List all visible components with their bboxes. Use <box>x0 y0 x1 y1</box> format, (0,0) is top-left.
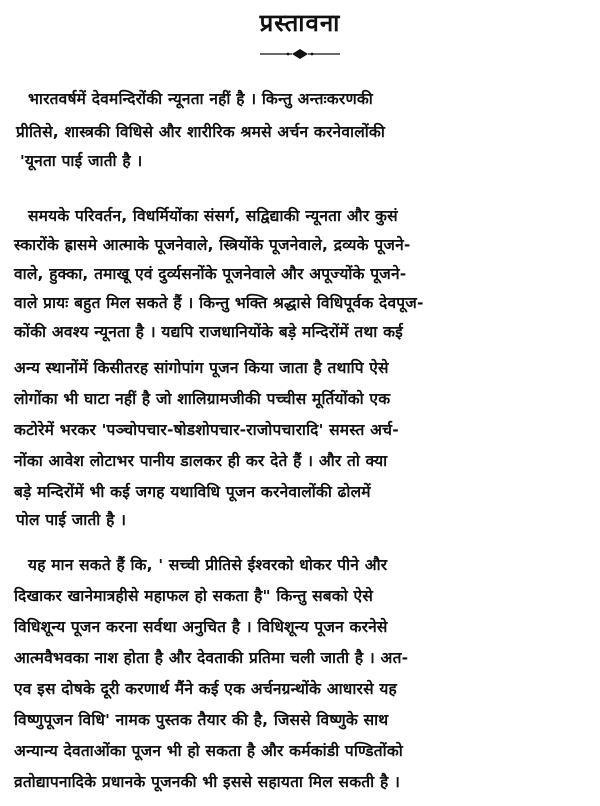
page-title: प्रस्तावना <box>259 9 341 37</box>
text-line: पोल पाई जाती है । <box>16 511 127 529</box>
text-line: लोगोंका भी घाटा नहीं है जो शालिग्रामजीकी पच्चीस मूर्तियोंको एक <box>14 390 391 408</box>
text-line: अन्यान्य देवताओंका पूजन भी हो सकता है और कर्मकांडी पण्डितोंको <box>14 742 403 760</box>
text-line: दिखाकर खानेमात्रहीसे महाफल हो सकता है" किन्तु सबको ऐसे <box>14 587 373 605</box>
text-line: 'यूनता पाई जाती है । <box>20 152 143 170</box>
text-line: विधिशून्य पूजन करना सर्वथा अनुचित है । विधिशून्य पूजन करनेसे <box>14 618 388 636</box>
text-line: भारतवर्षमें देवमन्दिरोंकी न्यूनता नहीं है । किन्तु अन्तःकरणकी <box>28 90 373 108</box>
text-line: आत्मवैभवका नाश होता है और देवताकी प्रतिमा चली जाती है । अत- <box>14 649 409 667</box>
text-line: अन्य स्थानोंमें किसीतरह सांगोपांग पूजन किया जाता है तथापि ऐसे <box>14 359 389 377</box>
text-line: नोंका आवेश लोटाभर पानीय डालकर ही कर देते हैं । और तो क्या <box>14 452 388 470</box>
text-line: समयके परिवर्तन, विधर्मियोंका संसर्ग, सद्विद्याकी न्यूनता और कुसं <box>28 207 398 225</box>
text-line: स्कारोंके ह्रासमे आत्माके पूजनेवाले, स्त्रियोंके पूजनेवाले, द्रव्यके पूजने- <box>14 236 411 254</box>
text-line: व्रतोद्यापनादिके प्रधानके पूजनकी भी इससे सहायता मिल सकती है । <box>14 773 401 791</box>
title-ornament <box>258 48 342 60</box>
text-line: यह मान सकते हैं कि, ' सच्ची प्रीतिसे ईश्वरको धोकर पीने और <box>28 556 388 574</box>
text-line: वाले, हुक्का, तमाखू एवं दुर्व्यसनोंके पूजनेवाले और अपूज्योंके पूजने- <box>14 265 407 283</box>
text-line: विष्णुपूजन विधि' नामक पुस्तक तैयार की है, जिससे विष्णुके साथ <box>14 711 389 729</box>
text-line: वाले प्रायः बहुत मिल सकते हैं । किन्तु भक्ति श्रद्धासे विधिपूर्वक देवपूज- <box>14 294 424 312</box>
text-line: कटोरेमें भरकर 'पञ्चोपचार-षोडशोपचार-राजोपचारादि' समस्त अर्च- <box>14 421 399 439</box>
text-line: कोंकी अवश्य न्यूनता है । यद्यपि राजधानियोंके बड़े मन्दिरोंमें तथा कई <box>14 323 403 341</box>
text-line: एव इस दोषके दूरी करणार्थ मैंने कई एक अर्चनग्रन्थोंके आधारसे यह <box>14 680 397 698</box>
text-line: बड़े मन्दिरोंमें भी कई जगह यथाविधि पूजन करनेवालोंकी ढोलमें <box>14 483 371 501</box>
text-line: प्रीतिसे, शास्त्रकी विधिसे और शारीरिक श्रमसे अर्चन करनेवालोंकी <box>16 123 386 141</box>
